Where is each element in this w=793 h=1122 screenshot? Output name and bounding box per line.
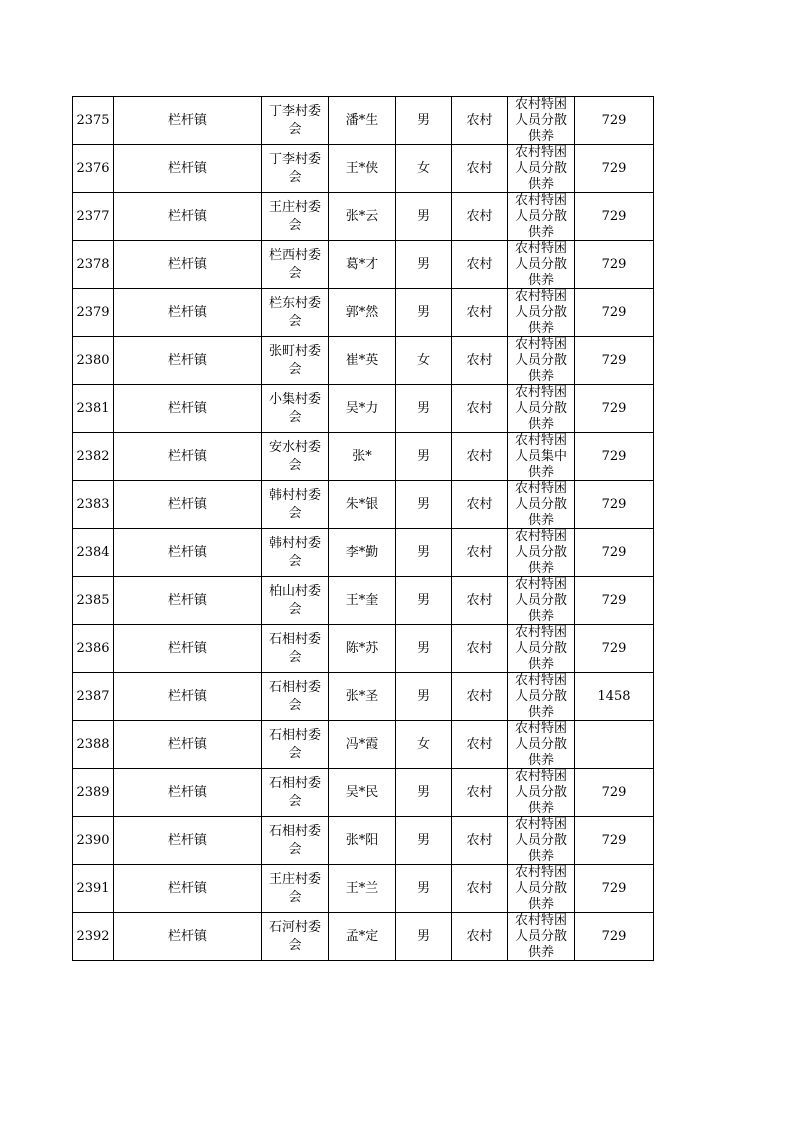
person-name-cell: 朱*银 <box>329 481 396 529</box>
gender-cell: 男 <box>396 577 452 625</box>
person-name-cell: 崔*英 <box>329 337 396 385</box>
village-committee-cell-text: 小集村委会 <box>268 391 321 425</box>
assistance-type-cell <box>508 673 575 721</box>
assistance-type-cell-text: 农村特困人员分散供养 <box>514 481 567 528</box>
assistance-type-cell <box>508 385 575 433</box>
village-committee-cell-text: 丁李村委会 <box>268 151 321 185</box>
person-name-cell: 陈*苏 <box>329 625 396 673</box>
village-committee-cell <box>262 337 329 385</box>
area-type-cell: 农村 <box>452 241 508 289</box>
row-number-cell: 2377 <box>73 193 114 241</box>
assistance-type-cell <box>508 481 575 529</box>
person-name-cell: 王*奎 <box>329 577 396 625</box>
area-type-cell: 农村 <box>452 433 508 481</box>
assistance-type-cell-text: 农村特困人员分散供养 <box>514 673 567 720</box>
assistance-type-cell-text: 农村特困人员分散供养 <box>514 145 567 192</box>
village-committee-cell-text: 栏西村委会 <box>268 247 321 281</box>
village-committee-cell-text: 韩村村委会 <box>268 535 321 569</box>
area-type-cell: 农村 <box>452 577 508 625</box>
person-name-cell: 吴*民 <box>329 769 396 817</box>
gender-cell: 男 <box>396 673 452 721</box>
area-type-cell: 农村 <box>452 193 508 241</box>
table-row <box>73 481 654 529</box>
gender-cell: 男 <box>396 913 452 961</box>
area-type-cell: 农村 <box>452 145 508 193</box>
village-committee-cell-text: 石相村委会 <box>268 631 321 665</box>
village-committee-cell <box>262 289 329 337</box>
person-name-cell: 孟*定 <box>329 913 396 961</box>
table-row <box>73 673 654 721</box>
area-type-cell: 农村 <box>452 769 508 817</box>
town-cell: 栏杆镇 <box>114 481 262 529</box>
amount-cell: 1458 <box>575 673 654 721</box>
row-number-cell: 2378 <box>73 241 114 289</box>
assistance-type-cell <box>508 289 575 337</box>
village-committee-cell <box>262 145 329 193</box>
person-name-cell: 潘*生 <box>329 97 396 145</box>
gender-cell: 男 <box>396 817 452 865</box>
village-committee-cell <box>262 721 329 769</box>
amount-cell: 729 <box>575 337 654 385</box>
amount-cell: 729 <box>575 241 654 289</box>
person-name-cell: 冯*霞 <box>329 721 396 769</box>
table-row <box>73 721 654 769</box>
table-row <box>73 241 654 289</box>
row-number-cell: 2387 <box>73 673 114 721</box>
town-cell: 栏杆镇 <box>114 913 262 961</box>
amount-cell: 729 <box>575 193 654 241</box>
village-committee-cell-text: 石相村委会 <box>268 679 321 713</box>
table-row <box>73 385 654 433</box>
assistance-type-cell-text: 农村特困人员分散供养 <box>514 337 567 384</box>
gender-cell: 男 <box>396 625 452 673</box>
town-cell: 栏杆镇 <box>114 433 262 481</box>
person-name-cell: 吴*力 <box>329 385 396 433</box>
row-number-cell: 2376 <box>73 145 114 193</box>
amount-cell: 729 <box>575 433 654 481</box>
records-table-body <box>73 97 654 961</box>
row-number-cell: 2380 <box>73 337 114 385</box>
table-row <box>73 289 654 337</box>
area-type-cell: 农村 <box>452 385 508 433</box>
assistance-type-cell <box>508 97 575 145</box>
town-cell: 栏杆镇 <box>114 673 262 721</box>
person-name-cell: 张*圣 <box>329 673 396 721</box>
village-committee-cell-text: 韩村村委会 <box>268 487 321 521</box>
table-row <box>73 433 654 481</box>
village-committee-cell <box>262 529 329 577</box>
town-cell: 栏杆镇 <box>114 97 262 145</box>
assistance-type-cell-text: 农村特困人员集中供养 <box>514 433 567 480</box>
village-committee-cell <box>262 433 329 481</box>
table-row <box>73 865 654 913</box>
village-committee-cell-text: 王庄村委会 <box>268 871 321 905</box>
village-committee-cell-text: 柏山村委会 <box>268 583 321 617</box>
table-row <box>73 817 654 865</box>
village-committee-cell-text: 张町村委会 <box>268 343 321 377</box>
assistance-type-cell-text: 农村特困人员分散供养 <box>514 721 567 768</box>
person-name-cell: 王*侠 <box>329 145 396 193</box>
assistance-type-cell-text: 农村特困人员分散供养 <box>514 913 567 960</box>
area-type-cell: 农村 <box>452 817 508 865</box>
table-row <box>73 337 654 385</box>
village-committee-cell-text: 丁李村委会 <box>268 103 321 137</box>
table-row <box>73 577 654 625</box>
table-row <box>73 769 654 817</box>
village-committee-cell <box>262 241 329 289</box>
row-number-cell: 2379 <box>73 289 114 337</box>
amount-cell: 729 <box>575 145 654 193</box>
assistance-type-cell <box>508 241 575 289</box>
assistance-type-cell <box>508 433 575 481</box>
person-name-cell: 张*云 <box>329 193 396 241</box>
amount-cell: 729 <box>575 385 654 433</box>
assistance-type-cell-text: 农村特困人员分散供养 <box>514 241 567 288</box>
row-number-cell: 2381 <box>73 385 114 433</box>
gender-cell: 女 <box>396 337 452 385</box>
assistance-type-cell-text: 农村特困人员分散供养 <box>514 577 567 624</box>
gender-cell: 男 <box>396 433 452 481</box>
assistance-type-cell <box>508 817 575 865</box>
table-row <box>73 97 654 145</box>
amount-cell: 729 <box>575 529 654 577</box>
village-committee-cell-text: 王庄村委会 <box>268 199 321 233</box>
amount-cell <box>575 721 654 769</box>
row-number-cell: 2386 <box>73 625 114 673</box>
assistance-type-cell <box>508 529 575 577</box>
town-cell: 栏杆镇 <box>114 577 262 625</box>
gender-cell: 男 <box>396 865 452 913</box>
village-committee-cell-text: 石相村委会 <box>268 727 321 761</box>
row-number-cell: 2375 <box>73 97 114 145</box>
village-committee-cell <box>262 97 329 145</box>
village-committee-cell <box>262 817 329 865</box>
gender-cell: 女 <box>396 721 452 769</box>
village-committee-cell-text: 石河村委会 <box>268 919 321 953</box>
gender-cell: 男 <box>396 193 452 241</box>
amount-cell: 729 <box>575 289 654 337</box>
gender-cell: 男 <box>396 529 452 577</box>
village-committee-cell-text: 石相村委会 <box>268 775 321 809</box>
amount-cell: 729 <box>575 577 654 625</box>
gender-cell: 男 <box>396 385 452 433</box>
person-name-cell: 张* <box>329 433 396 481</box>
assistance-type-cell-text: 农村特困人员分散供养 <box>514 817 567 864</box>
town-cell: 栏杆镇 <box>114 145 262 193</box>
table-row <box>73 193 654 241</box>
town-cell: 栏杆镇 <box>114 289 262 337</box>
town-cell: 栏杆镇 <box>114 625 262 673</box>
village-committee-cell <box>262 865 329 913</box>
village-committee-cell <box>262 385 329 433</box>
area-type-cell: 农村 <box>452 673 508 721</box>
row-number-cell: 2392 <box>73 913 114 961</box>
gender-cell: 男 <box>396 481 452 529</box>
gender-cell: 男 <box>396 97 452 145</box>
village-committee-cell-text: 石相村委会 <box>268 823 321 857</box>
assistance-type-cell <box>508 913 575 961</box>
town-cell: 栏杆镇 <box>114 769 262 817</box>
area-type-cell: 农村 <box>452 97 508 145</box>
village-committee-cell-text: 栏东村委会 <box>268 295 321 329</box>
village-committee-cell <box>262 673 329 721</box>
amount-cell: 729 <box>575 481 654 529</box>
amount-cell: 729 <box>575 913 654 961</box>
town-cell: 栏杆镇 <box>114 529 262 577</box>
assistance-type-cell <box>508 865 575 913</box>
assistance-type-cell <box>508 577 575 625</box>
table-row <box>73 529 654 577</box>
row-number-cell: 2382 <box>73 433 114 481</box>
person-name-cell: 葛*才 <box>329 241 396 289</box>
village-committee-cell <box>262 913 329 961</box>
assistance-type-cell-text: 农村特困人员分散供养 <box>514 769 567 816</box>
assistance-type-cell-text: 农村特困人员分散供养 <box>514 97 567 144</box>
area-type-cell: 农村 <box>452 865 508 913</box>
village-committee-cell <box>262 769 329 817</box>
village-committee-cell <box>262 577 329 625</box>
area-type-cell: 农村 <box>452 721 508 769</box>
town-cell: 栏杆镇 <box>114 721 262 769</box>
area-type-cell: 农村 <box>452 481 508 529</box>
person-name-cell: 李*勤 <box>329 529 396 577</box>
amount-cell: 729 <box>575 769 654 817</box>
assistance-type-cell <box>508 193 575 241</box>
village-committee-cell <box>262 481 329 529</box>
person-name-cell: 张*阳 <box>329 817 396 865</box>
assistance-type-cell <box>508 769 575 817</box>
gender-cell: 女 <box>396 145 452 193</box>
area-type-cell: 农村 <box>452 289 508 337</box>
amount-cell: 729 <box>575 865 654 913</box>
assistance-type-cell-text: 农村特困人员分散供养 <box>514 385 567 432</box>
row-number-cell: 2389 <box>73 769 114 817</box>
person-name-cell: 王*兰 <box>329 865 396 913</box>
town-cell: 栏杆镇 <box>114 865 262 913</box>
town-cell: 栏杆镇 <box>114 385 262 433</box>
table-row <box>73 145 654 193</box>
table-row <box>73 625 654 673</box>
row-number-cell: 2388 <box>73 721 114 769</box>
row-number-cell: 2391 <box>73 865 114 913</box>
village-committee-cell <box>262 193 329 241</box>
town-cell: 栏杆镇 <box>114 337 262 385</box>
assistance-type-cell <box>508 625 575 673</box>
village-committee-cell-text: 安水村委会 <box>268 439 321 473</box>
area-type-cell: 农村 <box>452 913 508 961</box>
area-type-cell: 农村 <box>452 529 508 577</box>
village-committee-cell <box>262 625 329 673</box>
town-cell: 栏杆镇 <box>114 241 262 289</box>
assistance-type-cell-text: 农村特困人员分散供养 <box>514 625 567 672</box>
area-type-cell: 农村 <box>452 625 508 673</box>
amount-cell: 729 <box>575 97 654 145</box>
assistance-type-cell-text: 农村特困人员分散供养 <box>514 529 567 576</box>
records-table <box>72 96 654 961</box>
assistance-type-cell-text: 农村特困人员分散供养 <box>514 193 567 240</box>
town-cell: 栏杆镇 <box>114 193 262 241</box>
gender-cell: 男 <box>396 241 452 289</box>
gender-cell: 男 <box>396 769 452 817</box>
amount-cell: 729 <box>575 625 654 673</box>
assistance-type-cell <box>508 721 575 769</box>
amount-cell: 729 <box>575 817 654 865</box>
row-number-cell: 2384 <box>73 529 114 577</box>
table-row <box>73 913 654 961</box>
row-number-cell: 2385 <box>73 577 114 625</box>
person-name-cell: 郭*然 <box>329 289 396 337</box>
assistance-type-cell-text: 农村特困人员分散供养 <box>514 865 567 912</box>
row-number-cell: 2390 <box>73 817 114 865</box>
assistance-type-cell <box>508 145 575 193</box>
area-type-cell: 农村 <box>452 337 508 385</box>
gender-cell: 男 <box>396 289 452 337</box>
row-number-cell: 2383 <box>73 481 114 529</box>
assistance-type-cell-text: 农村特困人员分散供养 <box>514 289 567 336</box>
assistance-type-cell <box>508 337 575 385</box>
town-cell: 栏杆镇 <box>114 817 262 865</box>
